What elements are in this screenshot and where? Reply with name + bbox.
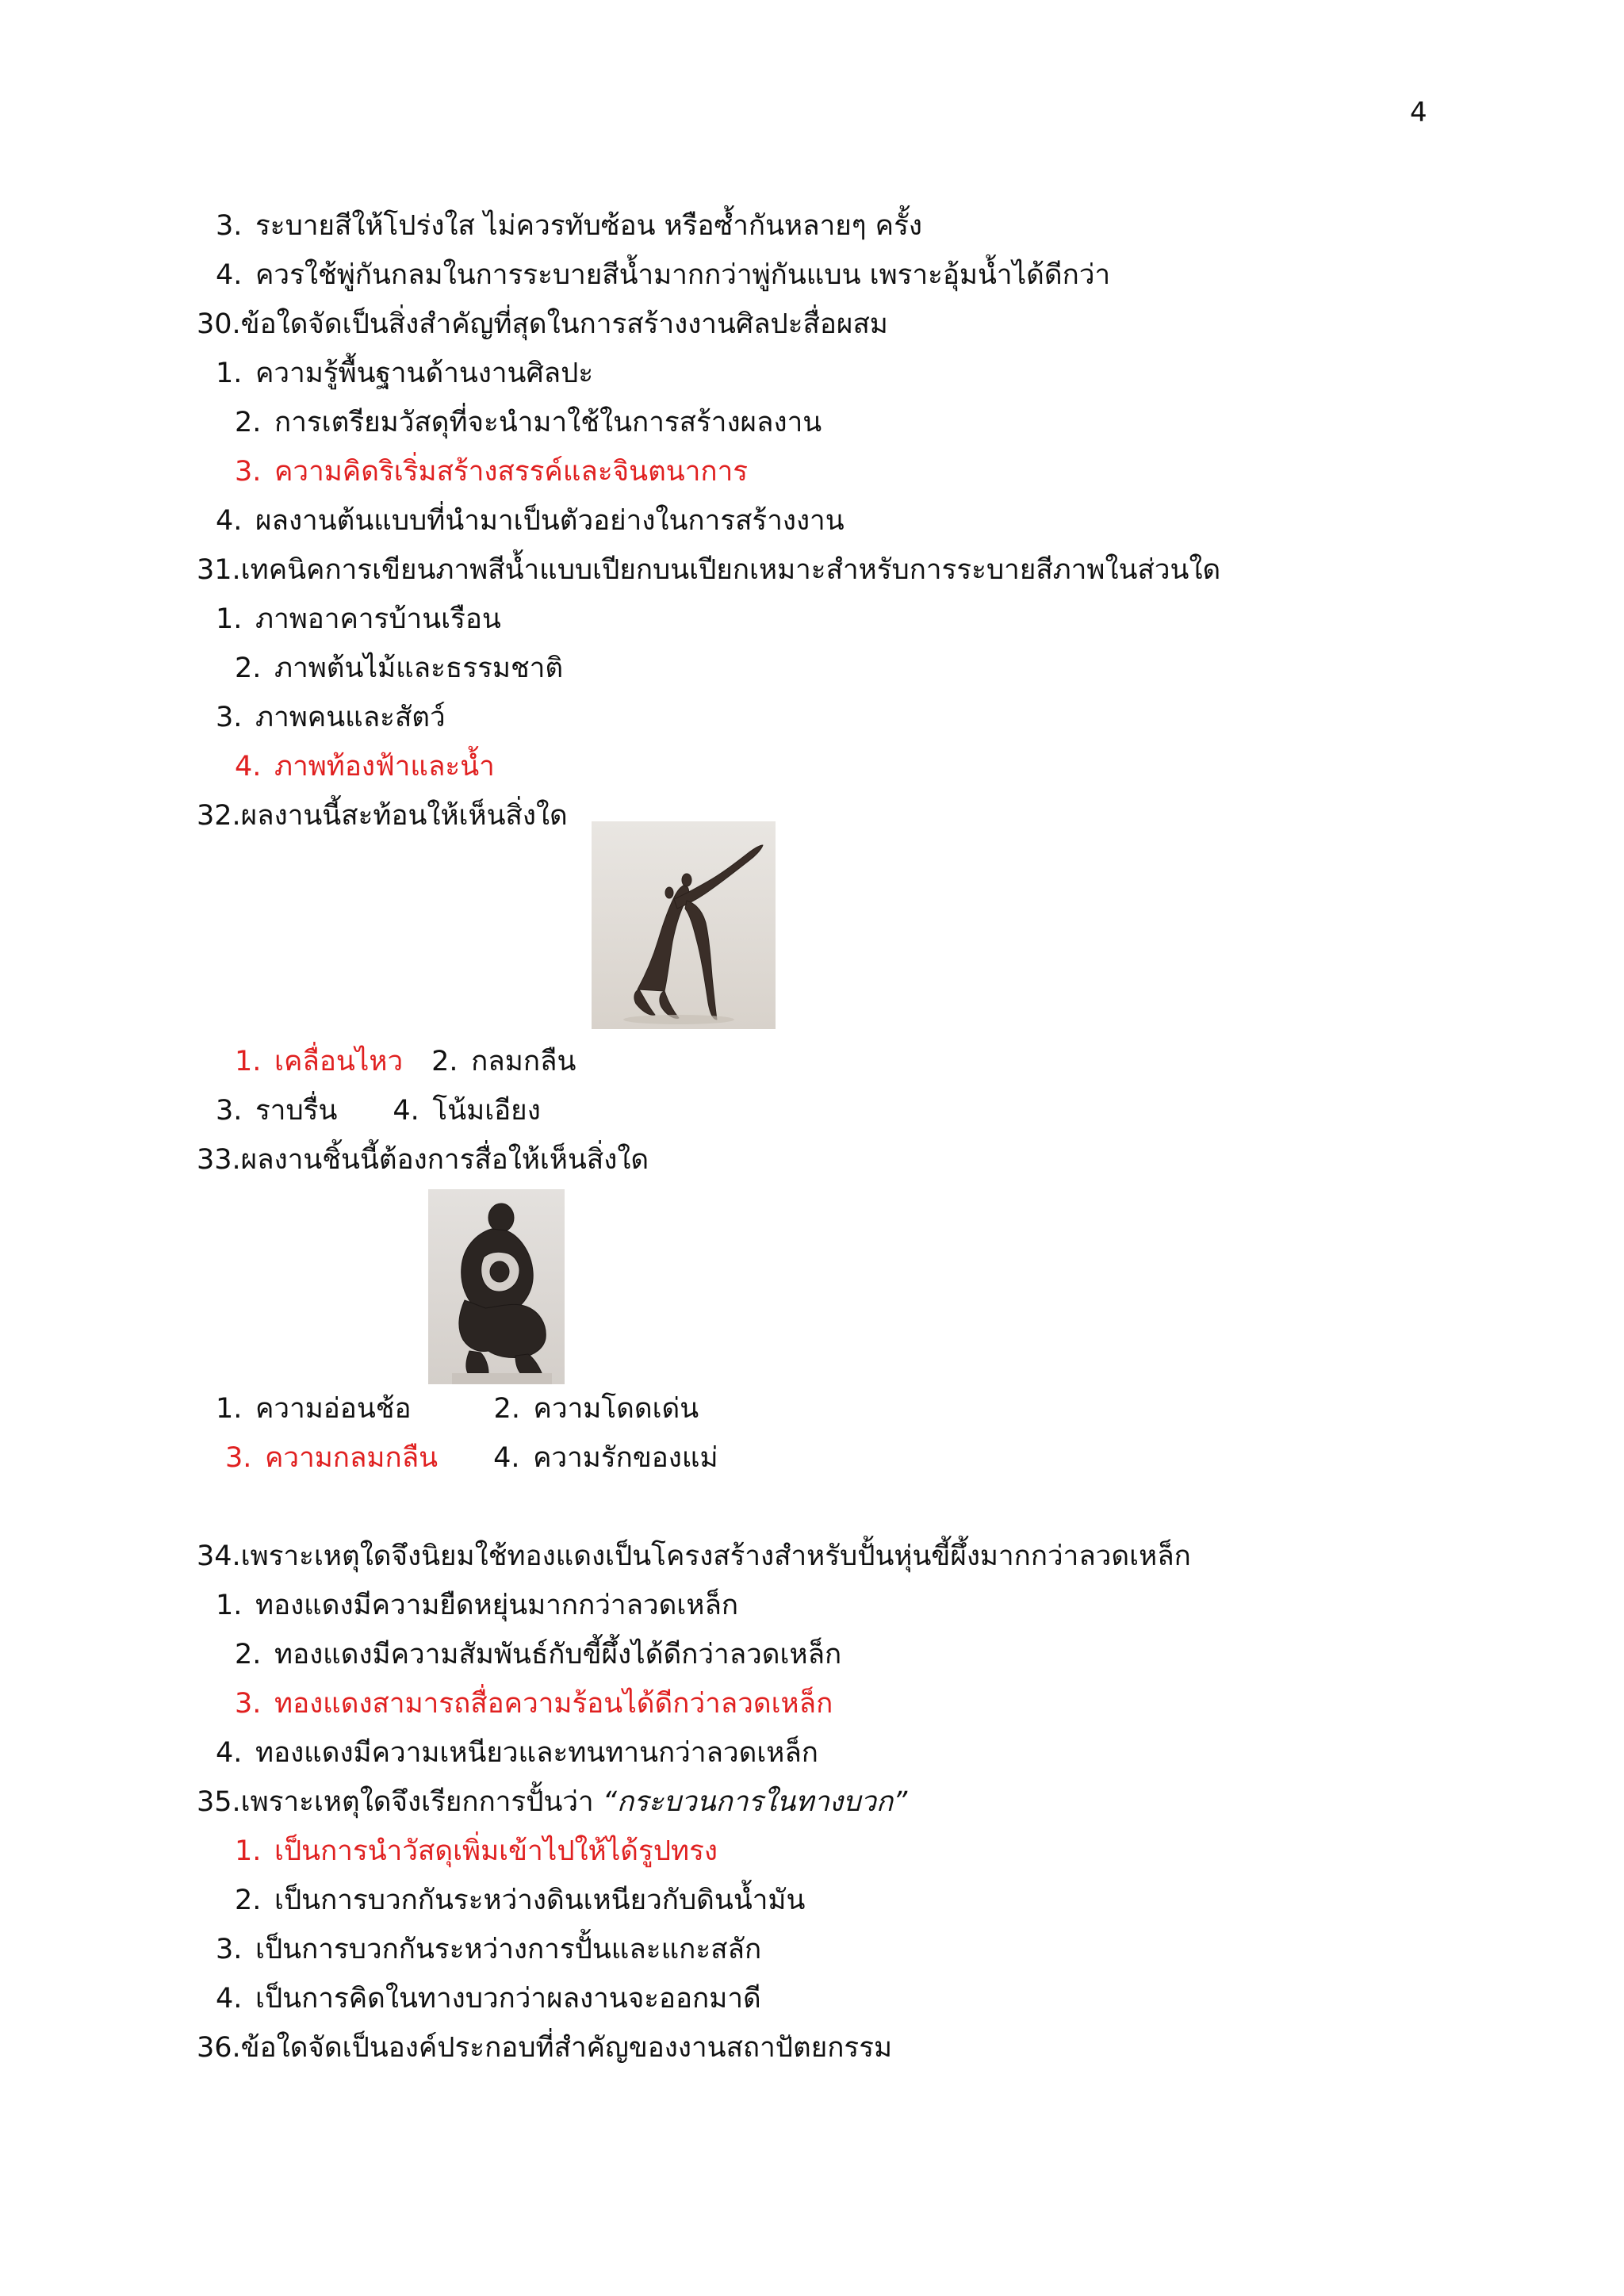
option-line: 4. ทองแดงมีความเหนียวและทนทานกว่าลวดเหล็ก — [216, 1737, 818, 1769]
option-line: 1. ทองแดงมีความยืดหยุ่นมากกว่าลวดเหล็ก — [216, 1590, 739, 1621]
option-line: 3. ระบายสีให้โปร่งใส ไม่ควรทับซ้อน หรือซ้ำกันหลายๆ ครั้ง — [216, 210, 922, 242]
question-33: 33.ผลงานชิ้นนี้ต้องการสื่อให้เห็นสิ่งใด — [197, 1144, 649, 1176]
answer-option: 3. ความคิดริเริ่มสร้างสรรค์และจินตนาการ — [235, 456, 749, 488]
option-line: 3. ภาพคนและสัตว์ — [216, 702, 446, 733]
options-row: 3. ราบรื่น 4. โน้มเอียง — [216, 1095, 541, 1127]
option-line: 4. ควรใช้พู่กันกลมในการระบายสีน้ำมากกว่าพู่กันแบน เพราะอุ้มน้ำได้ดีกว่า — [216, 259, 1111, 291]
page-number: 4 — [1410, 97, 1427, 128]
answer-option: 4. ภาพท้องฟ้าและน้ำ — [235, 751, 495, 783]
dancer-sculpture-image — [592, 821, 776, 1029]
option-line: 2. การเตรียมวัสดุที่จะนำมาใช้ในการสร้างผลงาน — [235, 407, 822, 438]
quoted-term: “กระบวนการในทางบวก” — [602, 1786, 908, 1818]
option-line: 4. ผลงานต้นแบบที่นำมาเป็นตัวอย่างในการสร้างงาน — [216, 505, 845, 537]
options-row: 1. ความอ่อนช้อ 2. ความโดดเด่น — [216, 1393, 699, 1425]
question-32: 32.ผลงานนี้สะท้อนให้เห็นสิ่งใด — [197, 800, 568, 832]
question-31: 31.เทคนิคการเขียนภาพสีน้ำแบบเปียกบนเปียกเหมาะสำหรับการระบายสีภาพในส่วนใด — [197, 554, 1221, 586]
question-34: 34.เพราะเหตุใดจึงนิยมใช้ทองแดงเป็นโครงสร้างสำหรับปั้นหุ่นขี้ผึ้งมากกว่าลวดเหล็ก — [197, 1540, 1191, 1572]
question-30: 30.ข้อใดจัดเป็นสิ่งสำคัญที่สุดในการสร้างงานศิลปะสื่อผสม — [197, 308, 888, 340]
question-35: 35.เพราะเหตุใดจึงเรียกการปั้นว่า “กระบวนการในทางบวก” — [197, 1786, 908, 1818]
answer-option: 1. เป็นการนำวัสดุเพิ่มเข้าไปให้ได้รูปทรง — [235, 1835, 718, 1867]
option-line: 2. เป็นการบวกกันระหว่างดินเหนียวกับดินน้ำมัน — [235, 1885, 806, 1916]
options-row: 3. ความกลมกลืน 4. ความรักของแม่ — [225, 1442, 718, 1474]
answer-option: 3. ความกลมกลืน — [225, 1442, 439, 1474]
option-line: 2. ทองแดงมีความสัมพันธ์กับขี้ผึ้งได้ดีกว่าลวดเหล็ก — [235, 1639, 842, 1670]
option-line: 3. เป็นการบวกกันระหว่างการปั้นและแกะสลัก — [216, 1934, 762, 1965]
option-line: 1. ความรู้พื้นฐานด้านงานศิลปะ — [216, 358, 594, 389]
option-line: 2. ภาพต้นไม้และธรรมชาติ — [235, 652, 564, 684]
mother-child-sculpture-image — [428, 1189, 565, 1384]
options-row: 1. เคลื่อนไหว 2. กลมกลืน — [235, 1046, 576, 1077]
option-line: 1. ภาพอาคารบ้านเรือน — [216, 603, 501, 635]
answer-option: 1. เคลื่อนไหว — [235, 1046, 404, 1077]
option-line: 4. เป็นการคิดในทางบวกว่าผลงานจะออกมาดี — [216, 1983, 761, 2015]
question-36: 36.ข้อใดจัดเป็นองค์ประกอบที่สำคัญของงานสถาปัตยกรรม — [197, 2032, 893, 2064]
answer-option: 3. ทองแดงสามารถสื่อความร้อนได้ดีกว่าลวดเหล็ก — [235, 1688, 833, 1720]
